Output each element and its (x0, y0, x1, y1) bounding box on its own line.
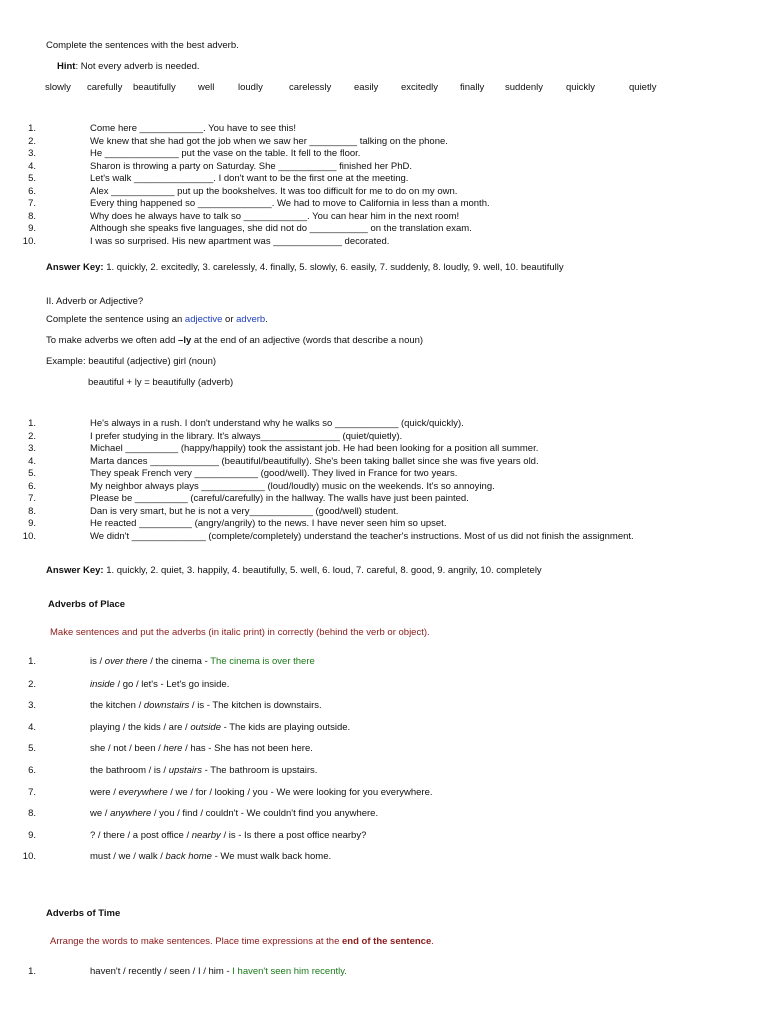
list-item (90, 787, 433, 798)
item-number: 10. (22, 531, 36, 542)
item-number: 4. (28, 161, 36, 172)
item-number: 1. (28, 418, 36, 429)
list-item (90, 743, 313, 754)
item-number: 6. (28, 765, 36, 776)
list-item (90, 765, 317, 776)
rule-text: To make adverbs we often add (46, 335, 179, 346)
section2-example-formula: beautiful + ly = beautifully (adverb) (88, 377, 234, 388)
section1-hint (57, 61, 200, 72)
section2-example: Example: beautiful (adjective) girl (noun) (46, 356, 217, 367)
item-number: 5. (28, 468, 36, 479)
item-number: 10. (22, 236, 36, 247)
word-bank-item: suddenly (505, 82, 544, 93)
list-item (90, 700, 322, 711)
item-number: 6. (28, 186, 36, 197)
word-bank-item: quietly (629, 82, 657, 93)
adverb-cue: here (163, 743, 183, 754)
rule-suffix: –ly (178, 335, 192, 346)
word-bank-item: slowly (45, 82, 71, 93)
sentence-text: must / we / walk / (90, 851, 166, 862)
sentence-text: ? / there / a post office / (90, 830, 192, 841)
word-bank-item: well (198, 82, 215, 93)
section2-answer-key (46, 565, 542, 576)
item-number: 4. (28, 456, 36, 467)
answer-key-label: Answer Key: (46, 565, 104, 576)
list-item (90, 830, 366, 841)
item-number: 9. (28, 830, 36, 841)
list-item (90, 966, 347, 977)
sentence-text: the bathroom / is / (90, 765, 169, 776)
section2-instruction (46, 314, 268, 325)
instruction-text: . (431, 936, 434, 947)
section3-instruction: Make sentences and put the adverbs (in italic print) in correctly (behind the verb or object). (50, 627, 430, 638)
item-number: 7. (28, 787, 36, 798)
section4-heading: Adverbs of Time (46, 908, 121, 919)
sentence-text: / go / let's - Let's go inside. (114, 679, 230, 690)
section1-instruction: Complete the sentences with the best adverb. (46, 40, 239, 51)
instruction-text: or (222, 314, 237, 325)
list-item (90, 808, 378, 819)
sentence-text: is / (90, 656, 105, 667)
list-item (90, 656, 315, 667)
list-item: Please be __________ (careful/carefully) in the hallway. The walls have just been painted. (90, 493, 469, 504)
list-item: Although she speaks five languages, she did not do ___________ on the translation exam. (90, 223, 472, 234)
word-bank-item: carelessly (289, 82, 332, 93)
item-number: 2. (28, 679, 36, 690)
hint-text: : Not every adverb is needed. (75, 61, 200, 72)
adverb-link[interactable]: adverb (236, 314, 266, 325)
item-number: 1. (28, 966, 36, 977)
list-item: He's always in a rush. I don't understand why he walks so ____________ (quick/quickly). (90, 418, 464, 429)
item-number: 2. (28, 136, 36, 147)
word-bank-item: carefully (87, 82, 123, 93)
instruction-text: . (265, 314, 268, 325)
item-number: 9. (28, 223, 36, 234)
adjective-link[interactable]: adjective (184, 314, 223, 325)
item-number: 4. (28, 722, 36, 733)
adverb-cue: anywhere (110, 808, 152, 819)
instruction-emphasis: end of the sentence (342, 936, 432, 947)
adverb-cue: over there (104, 656, 148, 667)
list-item: I was so surprised. His new apartment was _____________ decorated. (90, 236, 390, 247)
sentence-text: the kitchen / (90, 700, 144, 711)
sentence-text: - We must walk back home. (211, 851, 332, 862)
sentence-text: - The kids are playing outside. (220, 722, 351, 733)
list-item: Alex ____________ put up the bookshelves. It was too difficult for me to do on my own. (90, 186, 458, 197)
item-number: 9. (28, 518, 36, 529)
item-number: 7. (28, 493, 36, 504)
item-number: 6. (28, 481, 36, 492)
section4-instruction (50, 936, 434, 947)
sentence-text: were / (90, 787, 119, 798)
item-number: 2. (28, 431, 36, 442)
item-number: 8. (28, 506, 36, 517)
word-bank-item: finally (460, 82, 485, 93)
instruction-text: Complete the sentence using an (46, 314, 185, 325)
list-item (90, 722, 350, 733)
list-item (90, 851, 331, 862)
item-number: 5. (28, 743, 36, 754)
word-bank-item: loudly (238, 82, 263, 93)
sentence-text: - The bathroom is upstairs. (201, 765, 318, 776)
sentence-text: playing / the kids / are / (90, 722, 191, 733)
adverb-cue: back home (165, 851, 212, 862)
list-item: They speak French very ____________ (good/well). They lived in France for two years. (90, 468, 458, 479)
list-item: He ______________ put the vase on the table. It fell to the floor. (90, 148, 361, 159)
sentence-text: / the cinema - (147, 656, 211, 667)
word-bank-item: easily (354, 82, 379, 93)
list-item: Dan is very smart, but he is not a very____________ (good/well) student. (90, 506, 399, 517)
instruction-text: Arrange the words to make sentences. Place time expressions at the (50, 936, 343, 947)
section1-answer-key (46, 262, 564, 273)
sentence-text: she / not / been / (90, 743, 164, 754)
sentence-text: / is - The kitchen is downstairs. (189, 700, 322, 711)
rule-text: at the end of an adjective (words that describe a noun) (191, 335, 424, 346)
sentence-text: / we / for / looking / you - We were looking for you everywhere. (167, 787, 433, 798)
sentence-text: / you / find / couldn't - We couldn't find you anywhere. (151, 808, 379, 819)
list-item: Michael __________ (happy/happily) took the assistant job. He had been looking for a position all summer. (90, 443, 539, 454)
item-number: 1. (28, 123, 36, 134)
adverb-cue: inside (90, 679, 115, 690)
list-item: Why does he always have to talk so ____________. You can hear him in the next room! (90, 211, 460, 222)
sentence-text: haven't / recently / seen / I / him - (90, 966, 233, 977)
item-number: 3. (28, 148, 36, 159)
item-number: 8. (28, 211, 36, 222)
word-bank (0, 82, 768, 96)
list-item: He reacted __________ (angry/angrily) to the news. I have never seen him so upset. (90, 518, 447, 529)
item-number: 8. (28, 808, 36, 819)
sentence-text: / has - She has not been here. (182, 743, 313, 754)
sentence-text: / is - Is there a post office nearby? (220, 830, 367, 841)
list-item: We didn't ______________ (complete/completely) understand the teacher's instructions. Most of us did not finish the assignment. (90, 531, 634, 542)
item-number: 7. (28, 198, 36, 209)
list-item: Marta dances _____________ (beautiful/beautifully). She's been taking ballet since she was five years old. (90, 456, 539, 467)
item-number: 3. (28, 700, 36, 711)
section3-heading: Adverbs of Place (48, 599, 126, 610)
adverb-cue: nearby (191, 830, 221, 841)
list-item: Every thing happened so ______________. We had to move to California in less than a month. (90, 198, 490, 209)
adverb-cue: downstairs (143, 700, 190, 711)
adverb-cue: upstairs (168, 765, 202, 776)
answer-text: The cinema is over there (210, 656, 315, 667)
hint-label: Hint (57, 61, 76, 72)
list-item: We knew that she had got the job when we saw her _________ talking on the phone. (90, 136, 448, 147)
answer-key-text: 1. quickly, 2. excitedly, 3. carelessly, 4. finally, 5. slowly, 6. easily, 7. suddenly, 8. loudly, 9. well, 10. beautifully (103, 262, 564, 273)
word-bank-item: beautifully (133, 82, 176, 93)
item-number: 3. (28, 443, 36, 454)
word-bank-item: excitedly (401, 82, 438, 93)
list-item: My neighbor always plays ____________ (loud/loudly) music on the weekends. It's so annoying. (90, 481, 495, 492)
item-number: 10. (22, 851, 36, 862)
list-item: I prefer studying in the library. It's always_______________ (quiet/quietly). (90, 431, 403, 442)
answer-text: I haven't seen him recently. (232, 966, 347, 977)
word-bank-item: quickly (566, 82, 596, 93)
sentence-text: we / (90, 808, 111, 819)
list-item: Sharon is throwing a party on Saturday. She ___________ finished her PhD. (90, 161, 412, 172)
adverb-cue: everywhere (118, 787, 168, 798)
list-item: Let's walk _______________. I don't want to be the first one at the meeting. (90, 173, 409, 184)
item-number: 1. (28, 656, 36, 667)
item-number: 5. (28, 173, 36, 184)
section2-rule (46, 335, 423, 346)
adverb-cue: outside (190, 722, 221, 733)
list-item: Come here ____________. You have to see this! (90, 123, 296, 134)
answer-key-text: 1. quickly, 2. quiet, 3. happily, 4. beautifully, 5. well, 6. loud, 7. careful, 8. good, 9. angrily, 10. completely (103, 565, 542, 576)
answer-key-label: Answer Key: (46, 262, 104, 273)
list-item (90, 679, 229, 690)
section2-heading: II. Adverb or Adjective? (46, 296, 144, 307)
